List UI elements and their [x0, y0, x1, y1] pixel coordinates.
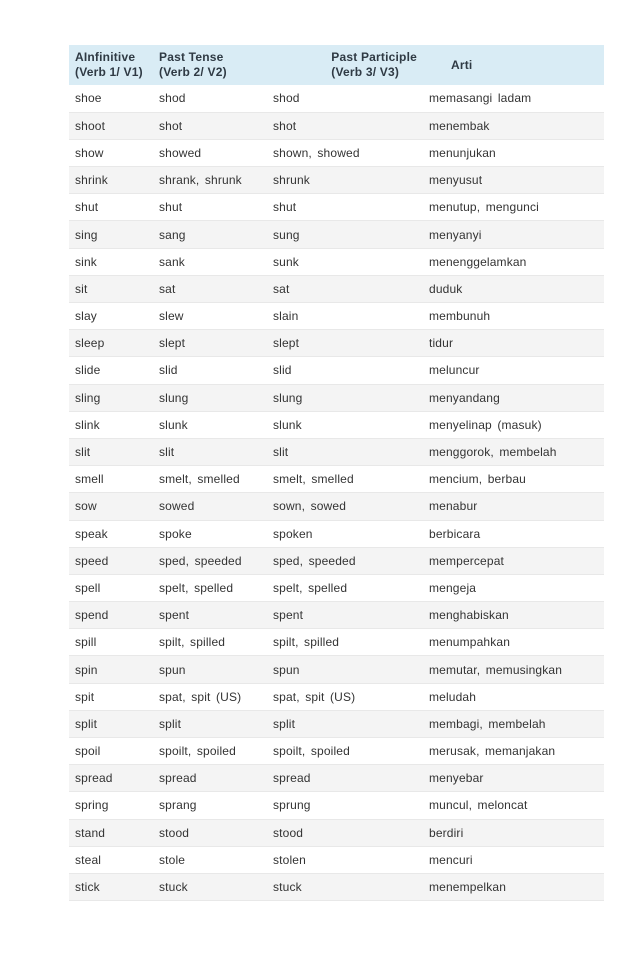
- cell-meaning: tidur: [423, 330, 604, 357]
- cell-past-participle: shown, showed: [267, 139, 423, 166]
- table-row: [69, 873, 604, 900]
- cell-meaning: menyebar: [423, 765, 604, 792]
- cell-past-tense: spilt, spilled: [153, 629, 267, 656]
- cell-past-participle: slept: [267, 330, 423, 357]
- header-past-participle: [267, 45, 423, 85]
- cell-infinitive: spill: [69, 629, 153, 656]
- table-row: [69, 411, 604, 438]
- table-row: [69, 303, 604, 330]
- cell-infinitive: spend: [69, 602, 153, 629]
- cell-infinitive: stand: [69, 819, 153, 846]
- table-row: [69, 792, 604, 819]
- cell-past-participle: slunk: [267, 411, 423, 438]
- header-participle-line2: (Verb 3/ V3): [331, 65, 400, 79]
- cell-meaning: mempercepat: [423, 547, 604, 574]
- cell-infinitive: smell: [69, 466, 153, 493]
- cell-past-tense: stuck: [153, 873, 267, 900]
- cell-past-tense: shot: [153, 112, 267, 139]
- cell-past-participle: slain: [267, 303, 423, 330]
- cell-past-tense: split: [153, 710, 267, 737]
- cell-infinitive: slide: [69, 357, 153, 384]
- cell-meaning: duduk: [423, 275, 604, 302]
- cell-past-tense: sank: [153, 248, 267, 275]
- cell-meaning: memasangi ladam: [423, 85, 604, 112]
- cell-past-tense: showed: [153, 139, 267, 166]
- cell-meaning: menggorok, membelah: [423, 438, 604, 465]
- cell-meaning: menyusut: [423, 167, 604, 194]
- cell-infinitive: sit: [69, 275, 153, 302]
- cell-past-participle: split: [267, 710, 423, 737]
- cell-past-tense: spread: [153, 765, 267, 792]
- cell-past-participle: sat: [267, 275, 423, 302]
- cell-past-tense: spoilt, spoiled: [153, 738, 267, 765]
- cell-meaning: menyelinap (masuk): [423, 411, 604, 438]
- cell-meaning: menghabiskan: [423, 602, 604, 629]
- cell-past-tense: sprang: [153, 792, 267, 819]
- table-row: [69, 629, 604, 656]
- cell-past-participle: stolen: [267, 846, 423, 873]
- cell-infinitive: slink: [69, 411, 153, 438]
- cell-past-participle: spat, spit (US): [267, 683, 423, 710]
- irregular-verbs-table: [69, 45, 604, 901]
- cell-infinitive: spell: [69, 574, 153, 601]
- cell-past-participle: shrunk: [267, 167, 423, 194]
- cell-infinitive: spin: [69, 656, 153, 683]
- cell-past-tense: slunk: [153, 411, 267, 438]
- cell-meaning: mencuri: [423, 846, 604, 873]
- cell-meaning: berbicara: [423, 520, 604, 547]
- cell-infinitive: sling: [69, 384, 153, 411]
- cell-past-tense: shut: [153, 194, 267, 221]
- table-row: [69, 683, 604, 710]
- cell-past-tense: stole: [153, 846, 267, 873]
- table-row: [69, 357, 604, 384]
- cell-meaning: mencium, berbau: [423, 466, 604, 493]
- cell-past-tense: spun: [153, 656, 267, 683]
- cell-infinitive: stick: [69, 873, 153, 900]
- cell-past-tense: stood: [153, 819, 267, 846]
- cell-infinitive: sing: [69, 221, 153, 248]
- cell-infinitive: shoe: [69, 85, 153, 112]
- cell-past-tense: shod: [153, 85, 267, 112]
- header-past-tense: [153, 45, 267, 85]
- table-header: [69, 45, 604, 85]
- cell-meaning: mengeja: [423, 574, 604, 601]
- header-infinitive-line2: (Verb 1/ V1): [75, 65, 143, 79]
- cell-past-tense: shrank, shrunk: [153, 167, 267, 194]
- cell-past-tense: slid: [153, 357, 267, 384]
- cell-past-participle: sunk: [267, 248, 423, 275]
- table-row: [69, 330, 604, 357]
- cell-past-tense: spent: [153, 602, 267, 629]
- table-row: [69, 656, 604, 683]
- table-row: [69, 466, 604, 493]
- cell-meaning: membunuh: [423, 303, 604, 330]
- cell-past-tense: smelt, smelled: [153, 466, 267, 493]
- header-participle-line1: Past Participle: [331, 50, 417, 64]
- cell-infinitive: sink: [69, 248, 153, 275]
- cell-meaning: menyandang: [423, 384, 604, 411]
- cell-meaning: menabur: [423, 493, 604, 520]
- cell-past-participle: slung: [267, 384, 423, 411]
- cell-infinitive: speak: [69, 520, 153, 547]
- cell-infinitive: show: [69, 139, 153, 166]
- document-page: [69, 45, 604, 901]
- cell-meaning: membagi, membelah: [423, 710, 604, 737]
- cell-past-tense: sped, speeded: [153, 547, 267, 574]
- cell-past-participle: sown, sowed: [267, 493, 423, 520]
- cell-past-tense: sat: [153, 275, 267, 302]
- cell-past-tense: spat, spit (US): [153, 683, 267, 710]
- cell-past-participle: spilt, spilled: [267, 629, 423, 656]
- cell-meaning: meludah: [423, 683, 604, 710]
- cell-past-participle: slit: [267, 438, 423, 465]
- cell-past-participle: shut: [267, 194, 423, 221]
- cell-meaning: merusak, memanjakan: [423, 738, 604, 765]
- cell-past-tense: spoke: [153, 520, 267, 547]
- cell-infinitive: sleep: [69, 330, 153, 357]
- cell-past-participle: spent: [267, 602, 423, 629]
- table-row: [69, 765, 604, 792]
- table-row: [69, 547, 604, 574]
- cell-meaning: menempelkan: [423, 873, 604, 900]
- cell-meaning: muncul, meloncat: [423, 792, 604, 819]
- table-row: [69, 710, 604, 737]
- table-row: [69, 493, 604, 520]
- cell-past-tense: slit: [153, 438, 267, 465]
- table-row: [69, 194, 604, 221]
- header-infinitive: [69, 45, 153, 85]
- table-row: [69, 819, 604, 846]
- cell-infinitive: split: [69, 710, 153, 737]
- cell-meaning: berdiri: [423, 819, 604, 846]
- cell-past-participle: stuck: [267, 873, 423, 900]
- table-row: [69, 846, 604, 873]
- cell-infinitive: speed: [69, 547, 153, 574]
- table-row: [69, 221, 604, 248]
- cell-past-tense: spelt, spelled: [153, 574, 267, 601]
- cell-past-participle: sprung: [267, 792, 423, 819]
- cell-past-tense: sang: [153, 221, 267, 248]
- table-row: [69, 85, 604, 112]
- cell-past-tense: sowed: [153, 493, 267, 520]
- cell-infinitive: spread: [69, 765, 153, 792]
- cell-infinitive: shoot: [69, 112, 153, 139]
- cell-past-participle: spoilt, spoiled: [267, 738, 423, 765]
- cell-infinitive: steal: [69, 846, 153, 873]
- cell-meaning: menembak: [423, 112, 604, 139]
- cell-past-participle: spelt, spelled: [267, 574, 423, 601]
- cell-past-participle: sung: [267, 221, 423, 248]
- header-past-line1: Past Tense: [159, 50, 224, 64]
- table-row: [69, 738, 604, 765]
- header-meaning: Arti: [451, 57, 473, 72]
- cell-infinitive: spit: [69, 683, 153, 710]
- cell-past-tense: slept: [153, 330, 267, 357]
- cell-past-participle: shod: [267, 85, 423, 112]
- header-row: [69, 45, 604, 85]
- cell-past-participle: spun: [267, 656, 423, 683]
- table-row: [69, 139, 604, 166]
- table-body: [69, 85, 604, 901]
- cell-past-participle: shot: [267, 112, 423, 139]
- cell-past-participle: spoken: [267, 520, 423, 547]
- cell-infinitive: spring: [69, 792, 153, 819]
- header-past-line2: (Verb 2/ V2): [159, 65, 227, 79]
- cell-meaning: menunjukan: [423, 139, 604, 166]
- table-row: [69, 248, 604, 275]
- cell-infinitive: slay: [69, 303, 153, 330]
- cell-infinitive: spoil: [69, 738, 153, 765]
- cell-meaning: meluncur: [423, 357, 604, 384]
- cell-infinitive: slit: [69, 438, 153, 465]
- cell-past-participle: sped, speeded: [267, 547, 423, 574]
- cell-meaning: memutar, memusingkan: [423, 656, 604, 683]
- cell-past-tense: slung: [153, 384, 267, 411]
- table-row: [69, 438, 604, 465]
- table-row: [69, 602, 604, 629]
- cell-infinitive: shrink: [69, 167, 153, 194]
- cell-meaning: menutup, mengunci: [423, 194, 604, 221]
- cell-past-participle: smelt, smelled: [267, 466, 423, 493]
- cell-past-participle: stood: [267, 819, 423, 846]
- table-row: [69, 275, 604, 302]
- cell-infinitive: shut: [69, 194, 153, 221]
- table-row: [69, 167, 604, 194]
- cell-past-tense: slew: [153, 303, 267, 330]
- table-row: [69, 520, 604, 547]
- cell-infinitive: sow: [69, 493, 153, 520]
- cell-past-participle: spread: [267, 765, 423, 792]
- cell-meaning: menumpahkan: [423, 629, 604, 656]
- header-infinitive-line1: AInfinitive: [75, 50, 136, 64]
- table-row: [69, 574, 604, 601]
- table-row: [69, 384, 604, 411]
- cell-meaning: menenggelamkan: [423, 248, 604, 275]
- table-row: [69, 112, 604, 139]
- cell-past-participle: slid: [267, 357, 423, 384]
- cell-meaning: menyanyi: [423, 221, 604, 248]
